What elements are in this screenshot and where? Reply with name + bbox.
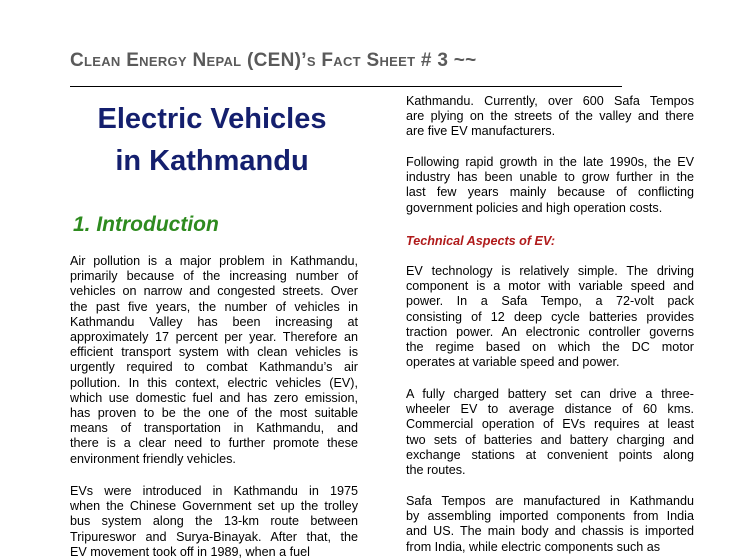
text-line: the past five years, the number of vehicles in: [70, 299, 358, 314]
title-line-1: Electric Vehicles: [97, 103, 327, 135]
text-line: vehicles on narrow and congested streets. Over: [70, 284, 358, 299]
text-line: exchange stations at convenient points along: [406, 447, 694, 462]
paragraph-right-3: [406, 387, 694, 478]
paragraph-left-1: [70, 254, 358, 467]
paragraph-left-2: [70, 484, 358, 560]
text-line: government policies and high operation costs.: [406, 200, 663, 215]
text-line: wheeler EV to average distance of 60 kms.: [406, 402, 694, 417]
text-line: Commercial operation of EVs requires at least: [406, 417, 694, 432]
text-line: there is a clear need to further promote these: [70, 436, 358, 451]
text-line: and US. The main body and chassis is imported: [406, 524, 694, 539]
text-line: consisting of 12 deep cycle batteries provides: [406, 309, 694, 324]
text-line: has proven to be the one of the most suitable: [70, 406, 358, 421]
paragraph-right-4: [406, 494, 694, 555]
text-line: pollution. In this context, electric vehicles (EV),: [70, 375, 358, 390]
text-line: power. In a Safa Tempo, a 72-volt pack: [406, 294, 694, 309]
text-line: operates at variable speed and power.: [406, 355, 620, 370]
text-line: when the Chinese Government set up the trolley: [70, 499, 358, 514]
document-title: [62, 98, 362, 182]
fact-sheet-header: Clean Energy Nepal (CEN)’s Fact Sheet # 3 ~~: [70, 50, 477, 71]
text-line: primarily because of the increasing number of: [70, 269, 358, 284]
text-line: the routes.: [406, 463, 466, 478]
text-line: EVs were introduced in Kathmandu in 1975: [70, 484, 358, 498]
title-line-2: in Kathmandu: [115, 145, 309, 177]
text-line: two sets of batteries and battery charging and: [406, 432, 694, 447]
paragraph-right-1: [406, 155, 694, 216]
text-line: means of transportation in Kathmandu, and: [70, 421, 358, 436]
text-line: component is a motor with variable speed and: [406, 279, 694, 294]
text-line: Tripureswor and Surya-Binayak. After that, the: [70, 529, 358, 544]
text-line: bus system along the 13-km route between: [70, 514, 358, 529]
text-line: are plying on the streets of the valley and there: [406, 109, 694, 124]
text-line: last few years mainly because of conflicting: [406, 185, 694, 200]
text-line: EV technology is relatively simple. The driving: [406, 264, 694, 278]
text-line: traction power. An electronic controller governs: [406, 324, 694, 339]
section-heading-introduction: 1. Introduction: [73, 213, 219, 236]
subheading-technical-aspects: Technical Aspects of EV:: [406, 234, 556, 248]
text-line: Kathmandu. Currently, over 600 Safa Tempos: [406, 94, 694, 108]
text-line: A fully charged battery set can drive a three-: [406, 387, 694, 401]
text-line: which use domestic fuel and has zero emission,: [70, 390, 358, 405]
text-line: the regime based on which the DC motor: [406, 340, 694, 355]
text-line: industry has been unable to grow further in the: [406, 170, 694, 185]
text-line: by assembling imported components from India: [406, 509, 694, 524]
text-line: Kathmandu Valley has been increasing at: [70, 314, 358, 329]
text-line: from India, while electric components such as: [406, 539, 661, 554]
paragraph-right-0: [406, 94, 694, 140]
text-line: Air pollution is a major problem in Kathmandu,: [70, 254, 358, 268]
text-line: approximately 17 percent per year. Therefore an: [70, 330, 358, 345]
text-line: are five EV manufacturers.: [406, 124, 556, 139]
text-line: EV movement took off in 1989, when a fuel: [70, 544, 310, 559]
text-line: efficient transport system with clean vehicles is: [70, 345, 358, 360]
text-line: environment friendly vehicles.: [70, 451, 236, 466]
text-line: Following rapid growth in the late 1990s, the EV: [406, 155, 694, 169]
paragraph-right-2: [406, 264, 694, 370]
text-line: urgently required to combat Kathmandu’s air: [70, 360, 358, 375]
header-rule: [70, 86, 622, 87]
text-line: Safa Tempos are manufactured in Kathmandu: [406, 494, 694, 508]
